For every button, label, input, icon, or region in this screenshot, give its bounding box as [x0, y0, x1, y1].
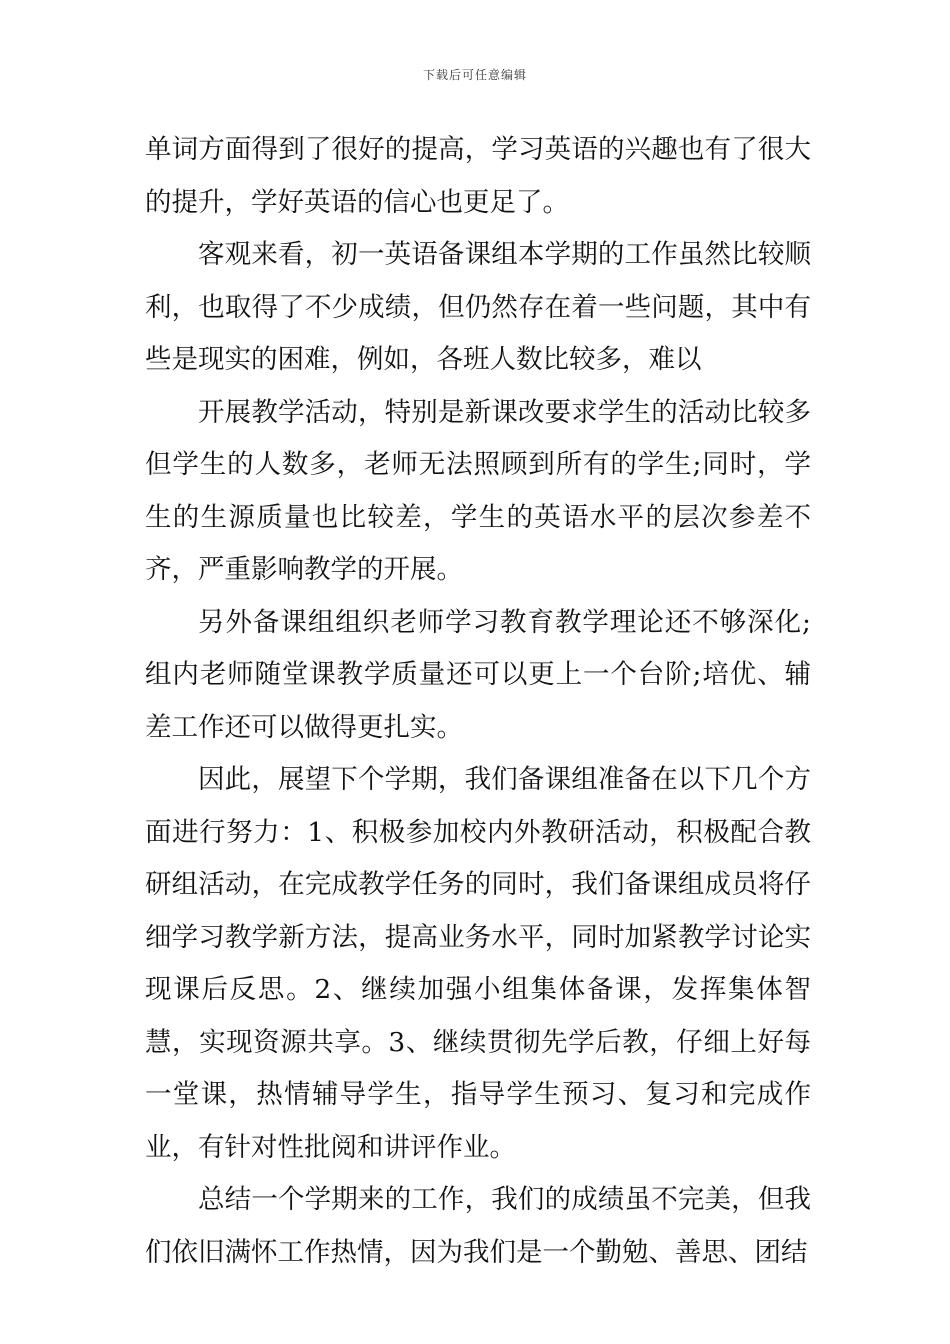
- paragraph: 因此，展望下个学期，我们备课组准备在以下几个方面进行努力：1、积极参加校内外教研活动，积极配合教研组活动，在完成教学任务的同时，我们备课组成员将仔细学习教学新方法，提高业务水平，同时加紧教学讨论实现课后反思。2、继续加强小组集体备课，发挥集体智慧，实现资源共享。3、继续贯彻先学后教，仔细上好每一堂课，热情辅导学生，指导学生预习、复习和完成作业，有针对性批阅和讲评作业。: [145, 764, 811, 1163]
- paragraph-continued: 单词方面得到了很好的提高，学习英语的兴趣也有了很大的提升，学好英语的信心也更足了。: [145, 134, 811, 218]
- page-header: 下载后可任意编辑: [422, 68, 527, 82]
- paragraph: 总结一个学期来的工作，我们的成绩虽不完美，但我们依旧满怀工作热情，因为我们是一个勤勉、善思、团结: [145, 1184, 811, 1268]
- paragraph: 开展教学活动，特别是新课改要求学生的活动比较多但学生的人数多，老师无法照顾到所有的学生;同时，学生的生源质量也比较差，学生的英语水平的层次参差不齐，严重影响教学的开展。: [145, 396, 811, 585]
- paragraph: 另外备课组组织老师学习教育教学理论还不够深化;组内老师随堂课教学质量还可以更上一个台阶;培优、辅差工作还可以做得更扎实。: [145, 606, 811, 743]
- paragraph: 客观来看，初一英语备课组本学期的工作虽然比较顺利，也取得了不少成绩，但仍然存在着一些问题，其中有些是现实的困难，例如，各班人数比较多，难以: [145, 239, 811, 375]
- document-body: [145, 124, 811, 1279]
